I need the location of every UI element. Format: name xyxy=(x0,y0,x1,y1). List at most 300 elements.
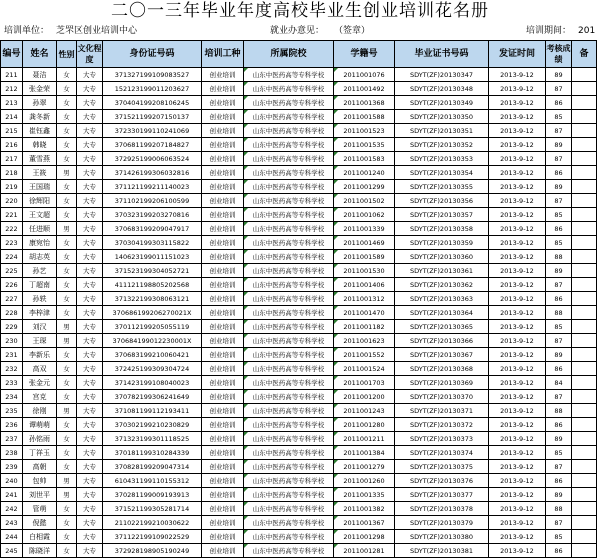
name-cell: 王文超 xyxy=(23,208,57,222)
score-cell: 89 xyxy=(546,348,572,362)
id-cell: 217 xyxy=(1,152,23,166)
school-cell: 山东中医药高等专科学校 xyxy=(244,376,334,390)
issue-date-cell: 2013-9-12 xyxy=(489,544,546,558)
education-cell: 大专 xyxy=(77,264,103,278)
school-cell: 山东中医药高等专科学校 xyxy=(244,278,334,292)
score-cell: 87 xyxy=(546,390,572,404)
table-row xyxy=(1,166,597,180)
certificate-no-cell: SDYT(ZF)20130354 xyxy=(395,166,489,180)
training-type-cell: 创业培训 xyxy=(202,376,244,390)
remark-cell xyxy=(572,236,597,250)
id-card-cell: 371322199308063121 xyxy=(103,292,202,306)
training-type-cell: 创业培训 xyxy=(202,292,244,306)
table-row xyxy=(1,474,597,488)
score-cell: 89 xyxy=(546,138,572,152)
id-card-cell: 370681199207184827 xyxy=(103,138,202,152)
school-cell: 山东中医药高等专科学校 xyxy=(244,306,334,320)
school-cell: 山东中医药高等专科学校 xyxy=(244,96,334,110)
period-label: 培训期间： xyxy=(526,26,572,36)
gender-cell: 男 xyxy=(57,404,77,418)
gender-cell: 男 xyxy=(57,320,77,334)
name-cell: 徐辉阳 xyxy=(23,194,57,208)
school-cell: 山东中医药高等专科学校 xyxy=(244,418,334,432)
header-cell: 备 xyxy=(572,41,597,68)
issue-date-cell: 2013-9-12 xyxy=(489,306,546,320)
gender-cell: 女 xyxy=(57,390,77,404)
school-cell: 山东中医药高等专科学校 xyxy=(244,138,334,152)
name-cell: 韩晓 xyxy=(23,138,57,152)
student-no-cell: 2011001367 xyxy=(334,516,395,530)
certificate-no-cell: SDYT(ZF)20130373 xyxy=(395,432,489,446)
table-row xyxy=(1,306,597,320)
education-cell: 大专 xyxy=(77,68,103,82)
gender-cell: 男 xyxy=(57,166,77,180)
gender-cell: 女 xyxy=(57,208,77,222)
training-type-cell: 创业培训 xyxy=(202,68,244,82)
gender-cell: 女 xyxy=(57,194,77,208)
gender-cell: 女 xyxy=(57,138,77,152)
id-card-cell: 370684199012230001X xyxy=(103,334,202,348)
training-type-cell: 创业培训 xyxy=(202,194,244,208)
remark-cell xyxy=(572,376,597,390)
table-row xyxy=(1,250,597,264)
school-cell: 山东中医药高等专科学校 xyxy=(244,446,334,460)
issue-date-cell: 2013-9-12 xyxy=(489,376,546,390)
header-cell: 培训工种 xyxy=(202,41,244,68)
school-cell: 山东中医药高等专科学校 xyxy=(244,264,334,278)
certificate-no-cell: SDYT(ZF)20130358 xyxy=(395,222,489,236)
remark-cell xyxy=(572,166,597,180)
id-card-cell: 370404199208106245 xyxy=(103,96,202,110)
id-card-cell: 610431199110155312 xyxy=(103,474,202,488)
issue-date-cell: 2013-9-12 xyxy=(489,124,546,138)
education-cell: 大专 xyxy=(77,222,103,236)
remark-cell xyxy=(572,180,597,194)
student-no-cell: 2011001200 xyxy=(334,390,395,404)
training-type-cell: 创业培训 xyxy=(202,278,244,292)
table-row xyxy=(1,208,597,222)
school-cell: 山东中医药高等专科学校 xyxy=(244,152,334,166)
id-cell: 240 xyxy=(1,474,23,488)
remark-cell xyxy=(572,306,597,320)
name-cell: 孙翠 xyxy=(23,96,57,110)
id-card-cell: 371327199109083527 xyxy=(103,68,202,82)
training-type-cell: 创业培训 xyxy=(202,404,244,418)
certificate-no-cell: SDYT(ZF)20130369 xyxy=(395,376,489,390)
id-card-cell: 370683199210060421 xyxy=(103,348,202,362)
header-cell: 发证时间 xyxy=(489,41,546,68)
student-no-cell: 2011001211 xyxy=(334,432,395,446)
id-card-cell: 370683199209047917 xyxy=(103,222,202,236)
school-cell: 山东中医药高等专科学校 xyxy=(244,362,334,376)
remark-cell xyxy=(572,138,597,152)
score-cell: 86 xyxy=(546,292,572,306)
education-cell: 大专 xyxy=(77,236,103,250)
opinion-value: （签章） xyxy=(334,26,371,36)
roster-table xyxy=(0,40,597,558)
id-cell: 215 xyxy=(1,124,23,138)
id-cell: 224 xyxy=(1,250,23,264)
id-cell: 238 xyxy=(1,446,23,460)
training-unit-value: 芝罘区创业培训中心 xyxy=(56,26,138,36)
table-row xyxy=(1,194,597,208)
id-cell: 222 xyxy=(1,222,23,236)
student-no-cell: 2011001703 xyxy=(334,376,395,390)
student-no-cell: 2011001502 xyxy=(334,194,395,208)
header-cell: 考核成绩 xyxy=(546,41,572,68)
name-cell: 丁祥玉 xyxy=(23,446,57,460)
education-cell: 大专 xyxy=(77,362,103,376)
id-cell: 211 xyxy=(1,68,23,82)
gender-cell: 女 xyxy=(57,502,77,516)
header-cell: 文化程度 xyxy=(77,41,103,68)
training-type-cell: 创业培训 xyxy=(202,446,244,460)
remark-cell xyxy=(572,264,597,278)
remark-cell xyxy=(572,404,597,418)
education-cell: 大专 xyxy=(77,208,103,222)
table-row xyxy=(1,292,597,306)
certificate-no-cell: SDYT(ZF)20130371 xyxy=(395,404,489,418)
id-card-cell: 371423199108040023 xyxy=(103,376,202,390)
table-row xyxy=(1,460,597,474)
issue-date-cell: 2013-9-12 xyxy=(489,432,546,446)
training-type-cell: 创业培训 xyxy=(202,362,244,376)
education-cell: 大专 xyxy=(77,320,103,334)
score-cell: 85 xyxy=(546,530,572,544)
score-cell: 85 xyxy=(546,446,572,460)
student-no-cell: 2011001280 xyxy=(334,418,395,432)
id-cell: 229 xyxy=(1,320,23,334)
gender-cell: 女 xyxy=(57,68,77,82)
score-cell: 86 xyxy=(546,544,572,558)
header-cell: 身份证号码 xyxy=(103,41,202,68)
table-row xyxy=(1,390,597,404)
roster-body xyxy=(1,68,597,558)
name-cell: 刘世平 xyxy=(23,488,57,502)
student-no-cell: 2011001240 xyxy=(334,166,395,180)
certificate-no-cell: SDYT(ZF)20130359 xyxy=(395,236,489,250)
school-cell: 山东中医药高等专科学校 xyxy=(244,544,334,558)
education-cell: 大专 xyxy=(77,376,103,390)
certificate-no-cell: SDYT(ZF)20130381 xyxy=(395,544,489,558)
score-cell: 87 xyxy=(546,278,572,292)
certificate-no-cell: SDYT(ZF)20130350 xyxy=(395,110,489,124)
school-cell: 山东中医药高等专科学校 xyxy=(244,82,334,96)
id-cell: 236 xyxy=(1,418,23,432)
training-type-cell: 创业培训 xyxy=(202,222,244,236)
education-cell: 大专 xyxy=(77,446,103,460)
score-cell: 84 xyxy=(546,376,572,390)
id-card-cell: 370181199310284339 xyxy=(103,446,202,460)
education-cell: 大专 xyxy=(77,460,103,474)
certificate-no-cell: SDYT(ZF)20130347 xyxy=(395,68,489,82)
student-no-cell: 2011001281 xyxy=(334,544,395,558)
certificate-no-cell: SDYT(ZF)20130370 xyxy=(395,390,489,404)
certificate-no-cell: SDYT(ZF)20130348 xyxy=(395,82,489,96)
id-cell: 231 xyxy=(1,348,23,362)
id-cell: 243 xyxy=(1,516,23,530)
education-cell: 大专 xyxy=(77,474,103,488)
school-cell: 山东中医药高等专科学校 xyxy=(244,488,334,502)
remark-cell xyxy=(572,474,597,488)
score-cell: 87 xyxy=(546,194,572,208)
table-row xyxy=(1,488,597,502)
school-cell: 山东中医药高等专科学校 xyxy=(244,236,334,250)
issue-date-cell: 2013-9-12 xyxy=(489,236,546,250)
school-cell: 山东中医药高等专科学校 xyxy=(244,432,334,446)
table-row xyxy=(1,502,597,516)
remark-cell xyxy=(572,68,597,82)
student-no-cell: 2011001368 xyxy=(334,96,395,110)
issue-date-cell: 2013-9-12 xyxy=(489,418,546,432)
gender-cell: 男 xyxy=(57,474,77,488)
remark-cell xyxy=(572,418,597,432)
name-cell: 孙铭雨 xyxy=(23,432,57,446)
remark-cell xyxy=(572,488,597,502)
name-cell: 倪懿 xyxy=(23,516,57,530)
table-row xyxy=(1,278,597,292)
education-cell: 大专 xyxy=(77,110,103,124)
id-card-cell: 370323199203270816 xyxy=(103,208,202,222)
certificate-no-cell: SDYT(ZF)20130363 xyxy=(395,292,489,306)
education-cell: 大专 xyxy=(77,544,103,558)
id-cell: 221 xyxy=(1,208,23,222)
id-card-cell: 370828199209047314 xyxy=(103,460,202,474)
remark-cell xyxy=(572,82,597,96)
issue-date-cell: 2013-9-12 xyxy=(489,362,546,376)
id-cell: 233 xyxy=(1,376,23,390)
issue-date-cell: 2013-9-12 xyxy=(489,138,546,152)
gender-cell: 男 xyxy=(57,334,77,348)
gender-cell: 女 xyxy=(57,292,77,306)
training-type-cell: 创业培训 xyxy=(202,264,244,278)
score-cell: 87 xyxy=(546,460,572,474)
id-card-cell: 411121198805202568 xyxy=(103,278,202,292)
issue-date-cell: 2013-9-12 xyxy=(489,264,546,278)
table-row xyxy=(1,96,597,110)
header-cell: 姓名 xyxy=(23,41,57,68)
remark-cell xyxy=(572,530,597,544)
score-cell: 86 xyxy=(546,418,572,432)
header-cell: 所属院校 xyxy=(244,41,334,68)
score-cell: 89 xyxy=(546,180,572,194)
gender-cell: 女 xyxy=(57,278,77,292)
id-card-cell: 140623199011151023 xyxy=(103,250,202,264)
header-cell: 编号 xyxy=(1,41,23,68)
id-cell: 239 xyxy=(1,460,23,474)
student-no-cell: 2011001623 xyxy=(334,334,395,348)
training-type-cell: 创业培训 xyxy=(202,320,244,334)
issue-date-cell: 2013-9-12 xyxy=(489,194,546,208)
training-type-cell: 创业培训 xyxy=(202,110,244,124)
table-row xyxy=(1,124,597,138)
id-card-cell: 371521199305281714 xyxy=(103,502,202,516)
certificate-no-cell: SDYT(ZF)20130368 xyxy=(395,362,489,376)
id-cell: 219 xyxy=(1,180,23,194)
table-row xyxy=(1,110,597,124)
education-cell: 大专 xyxy=(77,334,103,348)
id-card-cell: 370782199306241649 xyxy=(103,390,202,404)
certificate-no-cell: SDYT(ZF)20130377 xyxy=(395,488,489,502)
education-cell: 大专 xyxy=(77,390,103,404)
name-cell: 高双 xyxy=(23,362,57,376)
score-cell: 87 xyxy=(546,124,572,138)
gender-cell: 女 xyxy=(57,530,77,544)
issue-date-cell: 2013-9-12 xyxy=(489,334,546,348)
name-cell: 胡志英 xyxy=(23,250,57,264)
school-cell: 山东中医药高等专科学校 xyxy=(244,68,334,82)
certificate-no-cell: SDYT(ZF)20130376 xyxy=(395,474,489,488)
certificate-no-cell: SDYT(ZF)20130379 xyxy=(395,516,489,530)
issue-date-cell: 2013-9-12 xyxy=(489,390,546,404)
education-cell: 大专 xyxy=(77,250,103,264)
id-card-cell: 152123199011203627 xyxy=(103,82,202,96)
issue-date-cell: 2013-9-12 xyxy=(489,446,546,460)
school-cell: 山东中医药高等专科学校 xyxy=(244,194,334,208)
score-cell: 89 xyxy=(546,432,572,446)
remark-cell xyxy=(572,544,597,558)
student-no-cell: 2011001552 xyxy=(334,348,395,362)
certificate-no-cell: SDYT(ZF)20130356 xyxy=(395,194,489,208)
score-cell: 86 xyxy=(546,166,572,180)
education-cell: 大专 xyxy=(77,138,103,152)
name-cell: 高朝 xyxy=(23,460,57,474)
training-type-cell: 创业培训 xyxy=(202,348,244,362)
school-cell: 山东中医药高等专科学校 xyxy=(244,180,334,194)
id-cell: 218 xyxy=(1,166,23,180)
school-cell: 山东中医药高等专科学校 xyxy=(244,124,334,138)
id-cell: 223 xyxy=(1,236,23,250)
education-cell: 大专 xyxy=(77,292,103,306)
certificate-no-cell: SDYT(ZF)20130372 xyxy=(395,418,489,432)
score-cell: 89 xyxy=(546,68,572,82)
school-cell: 山东中医药高等专科学校 xyxy=(244,110,334,124)
name-cell: 刘汉 xyxy=(23,320,57,334)
training-type-cell: 创业培训 xyxy=(202,488,244,502)
school-cell: 山东中医药高等专科学校 xyxy=(244,166,334,180)
education-cell: 大专 xyxy=(77,404,103,418)
school-cell: 山东中医药高等专科学校 xyxy=(244,348,334,362)
name-cell: 丁超南 xyxy=(23,278,57,292)
school-cell: 山东中医药高等专科学校 xyxy=(244,320,334,334)
training-type-cell: 创业培训 xyxy=(202,530,244,544)
school-cell: 山东中医药高等专科学校 xyxy=(244,390,334,404)
issue-date-cell: 2013-9-12 xyxy=(489,68,546,82)
remark-cell xyxy=(572,502,597,516)
student-no-cell: 2011001335 xyxy=(334,488,395,502)
training-type-cell: 创业培训 xyxy=(202,306,244,320)
table-row xyxy=(1,530,597,544)
remark-cell xyxy=(572,222,597,236)
student-no-cell: 2011001076 xyxy=(334,68,395,82)
education-cell: 大专 xyxy=(77,166,103,180)
name-cell: 王筱 xyxy=(23,166,57,180)
certificate-no-cell: SDYT(ZF)20130362 xyxy=(395,278,489,292)
score-cell: 86 xyxy=(546,474,572,488)
score-cell: 88 xyxy=(546,502,572,516)
issue-date-cell: 2013-9-12 xyxy=(489,460,546,474)
education-cell: 大专 xyxy=(77,194,103,208)
gender-cell: 女 xyxy=(57,96,77,110)
certificate-no-cell: SDYT(ZF)20130360 xyxy=(395,250,489,264)
opinion-label: 就业办意见： xyxy=(270,26,325,36)
gender-cell: 女 xyxy=(57,516,77,530)
score-cell: 88 xyxy=(546,306,572,320)
issue-date-cell: 2013-9-12 xyxy=(489,96,546,110)
training-unit-label: 培训单位： xyxy=(4,26,50,36)
table-row xyxy=(1,236,597,250)
table-row xyxy=(1,446,597,460)
issue-date-cell: 2013-9-12 xyxy=(489,222,546,236)
id-cell: 227 xyxy=(1,292,23,306)
id-cell: 216 xyxy=(1,138,23,152)
name-cell: 管萌 xyxy=(23,502,57,516)
name-cell: 董雪燕 xyxy=(23,152,57,166)
certificate-no-cell: SDYT(ZF)20130355 xyxy=(395,180,489,194)
id-cell: 237 xyxy=(1,432,23,446)
remark-cell xyxy=(572,348,597,362)
certificate-no-cell: SDYT(ZF)20130365 xyxy=(395,320,489,334)
school-cell: 山东中医药高等专科学校 xyxy=(244,334,334,348)
table-row xyxy=(1,418,597,432)
certificate-no-cell: SDYT(ZF)20130380 xyxy=(395,530,489,544)
issue-date-cell: 2013-9-12 xyxy=(489,348,546,362)
id-cell: 241 xyxy=(1,488,23,502)
name-cell: 张金元 xyxy=(23,376,57,390)
gender-cell: 女 xyxy=(57,236,77,250)
score-cell: 85 xyxy=(546,320,572,334)
issue-date-cell: 2013-9-12 xyxy=(489,530,546,544)
student-no-cell: 2011001299 xyxy=(334,180,395,194)
school-cell: 山东中医药高等专科学校 xyxy=(244,530,334,544)
issue-date-cell: 2013-9-12 xyxy=(489,82,546,96)
issue-date-cell: 2013-9-12 xyxy=(489,278,546,292)
header-cell: 学籍号 xyxy=(334,41,395,68)
score-cell: 85 xyxy=(546,208,572,222)
table-row xyxy=(1,432,597,446)
certificate-no-cell: SDYT(ZF)20130357 xyxy=(395,208,489,222)
issue-date-cell: 2013-9-12 xyxy=(489,474,546,488)
name-cell: 李新乐 xyxy=(23,348,57,362)
student-no-cell: 2011001469 xyxy=(334,236,395,250)
remark-cell xyxy=(572,292,597,306)
issue-date-cell: 2013-9-12 xyxy=(489,516,546,530)
school-cell: 山东中医药高等专科学校 xyxy=(244,208,334,222)
student-no-cell: 2011001279 xyxy=(334,460,395,474)
school-cell: 山东中医药高等专科学校 xyxy=(244,222,334,236)
name-cell: 陈晓洋 xyxy=(23,544,57,558)
training-type-cell: 创业培训 xyxy=(202,138,244,152)
certificate-no-cell: SDYT(ZF)20130374 xyxy=(395,446,489,460)
issue-date-cell: 2013-9-12 xyxy=(489,180,546,194)
issue-date-cell: 2013-9-12 xyxy=(489,292,546,306)
score-cell: 88 xyxy=(546,250,572,264)
score-cell: 87 xyxy=(546,152,572,166)
period-value: 201 xyxy=(578,26,596,36)
certificate-no-cell: SDYT(ZF)20130351 xyxy=(395,124,489,138)
id-card-cell: 371081199112193411 xyxy=(103,404,202,418)
training-type-cell: 创业培训 xyxy=(202,152,244,166)
id-cell: 213 xyxy=(1,96,23,110)
student-no-cell: 2011001298 xyxy=(334,530,395,544)
name-cell: 任进顺 xyxy=(23,222,57,236)
info-bar xyxy=(0,24,600,38)
student-no-cell: 2011001260 xyxy=(334,474,395,488)
gender-cell: 女 xyxy=(57,250,77,264)
education-cell: 大专 xyxy=(77,432,103,446)
score-cell: 85 xyxy=(546,110,572,124)
id-card-cell: 370686199206270021X xyxy=(103,306,202,320)
